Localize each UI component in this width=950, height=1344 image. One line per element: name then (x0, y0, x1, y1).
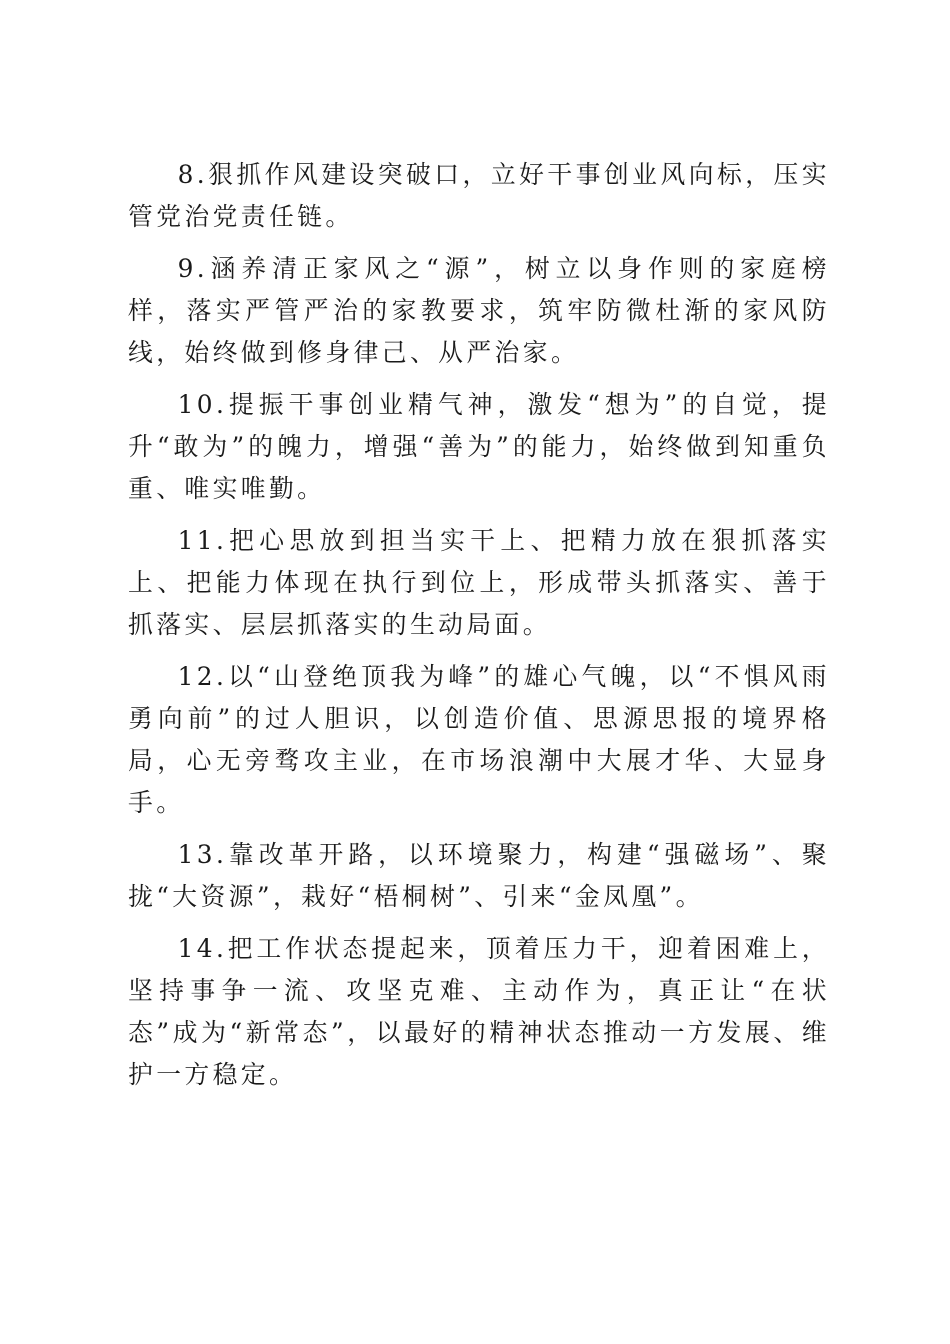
paragraph-item-9: 9.涵养清正家风之“源”，树立以身作则的家庭榜样，落实严管严治的家教要求，筑牢防微杜渐的家风防线，始终做到修身律己、从严治家。 (128, 254, 830, 367)
paragraph-item-10: 10.提振干事创业精气神，激发“想为”的自觉，提升“敢为”的魄力，增强“善为”的能力，始终做到知重负重、唯实唯勤。 (128, 390, 830, 503)
paragraph-item-8: 8.狠抓作风建设突破口，立好干事创业风向标，压实管党治党责任链。 (128, 160, 830, 231)
paragraph-item-13: 13.靠改革开路，以环境聚力，构建“强磁场”、聚拢“大资源”，栽好“梧桐树”、引来“金凤凰”。 (128, 840, 830, 911)
document-body (128, 154, 830, 1106)
paragraph-item-14: 14.把工作状态提起来，顶着压力干，迎着困难上，坚持事争一流、攻坚克难、主动作为，真正让“在状态”成为“新常态”，以最好的精神状态推动一方发展、维护一方稳定。 (128, 934, 830, 1089)
paragraph-item-11: 11.把心思放到担当实干上、把精力放在狠抓落实上、把能力体现在执行到位上，形成带头抓落实、善于抓落实、层层抓落实的生动局面。 (128, 526, 830, 639)
paragraph-item-12: 12.以“山登绝顶我为峰”的雄心气魄，以“不惧风雨勇向前”的过人胆识，以创造价值、思源思报的境界格局，心无旁骛攻主业，在市场浪潮中大展才华、大显身手。 (128, 662, 830, 817)
